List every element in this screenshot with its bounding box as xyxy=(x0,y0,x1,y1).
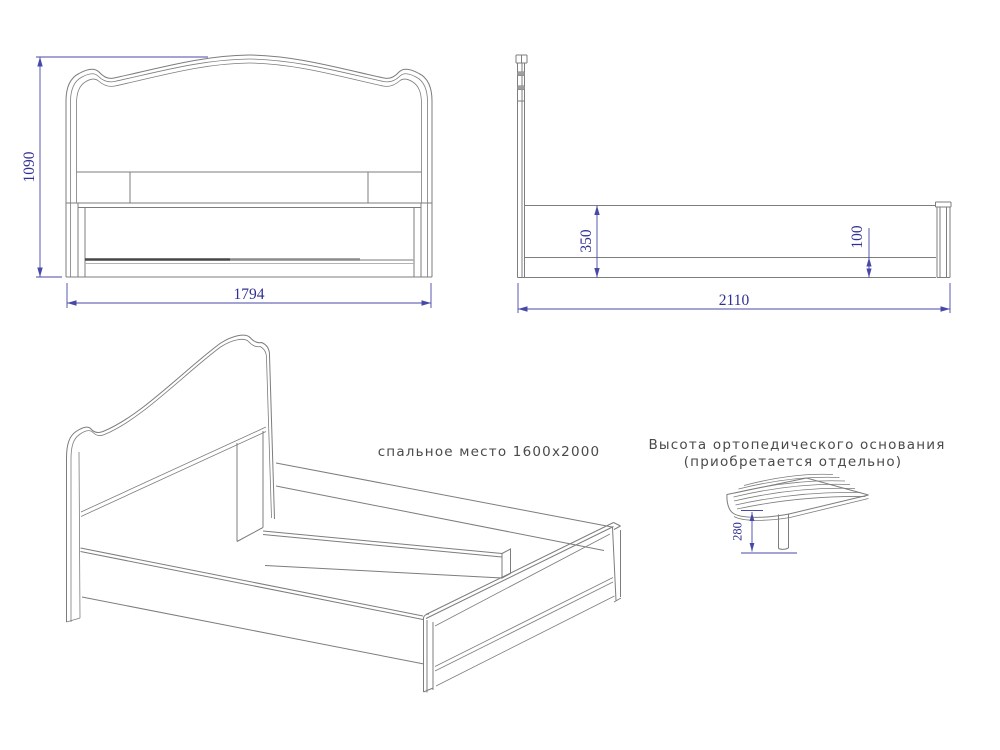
arrowhead xyxy=(67,300,77,305)
orthopedic-base-view xyxy=(727,474,869,553)
side-post-joint-mark xyxy=(518,86,525,90)
arrowhead xyxy=(37,268,42,278)
iso-footboard-panel-lines xyxy=(435,534,615,686)
arrowhead xyxy=(750,543,755,552)
dim-side-rail-height: 350 xyxy=(578,229,595,253)
iso-center-rail xyxy=(263,531,511,578)
arrowhead xyxy=(422,300,432,305)
dim-front-width: 1794 xyxy=(233,286,265,303)
iso-center-support-panel xyxy=(237,431,263,542)
arrowhead xyxy=(594,206,599,216)
iso-near-rail xyxy=(81,548,425,664)
front-view xyxy=(21,55,432,308)
front-view-dimensions xyxy=(21,57,431,308)
iso-headboard-outer xyxy=(67,335,275,622)
side-view-dimensions xyxy=(518,206,950,314)
front-view-detail-lines xyxy=(66,172,432,277)
iso-footboard-left-leg xyxy=(424,614,434,693)
bed-3d-view xyxy=(67,335,622,692)
headboard-inner-outline xyxy=(71,59,428,277)
arrowhead xyxy=(941,306,951,311)
arrowhead xyxy=(866,269,871,278)
arrowhead xyxy=(518,306,528,311)
headboard-panel-outline xyxy=(77,63,422,203)
iso-headboard-post-edge xyxy=(67,452,81,622)
arrowhead xyxy=(37,57,42,67)
side-post-joint-mark xyxy=(518,72,525,76)
dim-front-height: 1090 xyxy=(21,151,38,183)
side-footboard-post xyxy=(936,202,952,278)
dim-base-height: 280 xyxy=(730,522,745,541)
headboard-outer-outline xyxy=(66,55,432,277)
iso-footboard-cap xyxy=(426,523,621,619)
base-note-subtitle: (приобретается отдельно) xyxy=(683,454,903,470)
base-note-title: Высота ортопедического основания xyxy=(648,437,946,453)
iso-footboard-right-leg xyxy=(613,528,622,603)
dim-side-clearance: 100 xyxy=(849,225,866,249)
dim-side-length: 2110 xyxy=(718,292,750,309)
side-view xyxy=(516,55,951,313)
iso-headboard-panel-bottom xyxy=(81,427,266,517)
arrowhead xyxy=(594,268,599,278)
arrowhead xyxy=(866,258,871,267)
sleeping-area-note: спальное место 1600x2000 xyxy=(377,444,601,460)
